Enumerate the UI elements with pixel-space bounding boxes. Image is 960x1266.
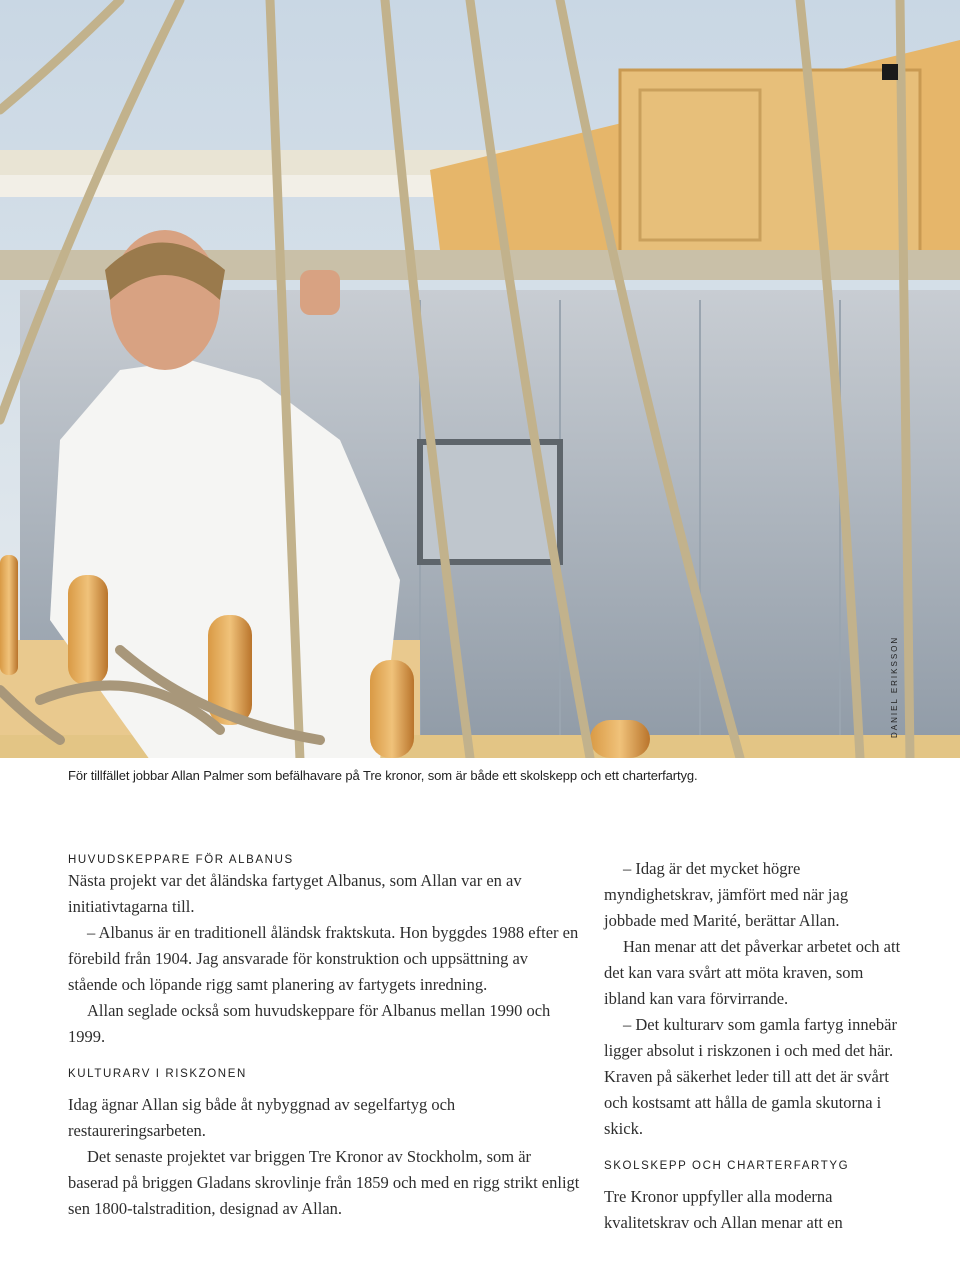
paragraph: Allan seglade också som huvudskeppare för Albanus mellan 1990 och 1999. — [68, 1001, 551, 1046]
corner-square-icon — [882, 64, 898, 80]
paragraph: Tre Kronor uppfyller alla moderna kvalitetskrav och Allan menar att en — [604, 1187, 843, 1232]
paragraph: – Idag är det mycket högre myndighetskrav, jämfört med när jag jobbade med Marité, berättar Allan. — [604, 859, 849, 930]
section-heading: KULTURARV I RISKZONEN — [68, 1068, 247, 1080]
paragraph: – Det kulturarv som gamla fartyg innebär ligger absolut i riskzonen i och med det här. Kraven på säkerhet leder till att det är svårt och kostsamt att hålla de gamla skutorna i skick. — [604, 1015, 897, 1138]
right-column — [604, 856, 904, 1236]
paragraph: – Albanus är en traditionell åländsk fraktskuta. Hon byggdes 1988 efter en förebild från 1904. Jag ansvarade för konstruktion och uppsättning av stående och löpande rigg samt planering av fartygets inredning. — [68, 923, 579, 994]
photo-credit: DANIEL ERIKSSON — [890, 635, 899, 738]
photo-caption: För tillfället jobbar Allan Palmer som befälhavare på Tre kronor, som är både ett skolskepp och ett charterfartyg. — [68, 768, 698, 783]
paragraph: Han menar att det påverkar arbetet och att det kan vara svårt att möta kraven, som ibland kan vara förvirrande. — [604, 937, 901, 1008]
left-column — [68, 852, 580, 1222]
paragraph: Nästa projekt var det åländska fartyget Albanus, som Allan var en av initiativtagarna till. — [68, 871, 522, 916]
section-heading: HUVUDSKEPPARE FÖR ALBANUS — [68, 854, 294, 866]
section-heading: SKOLSKEPP OCH CHARTERFARTYG — [604, 1160, 850, 1172]
paragraph: Idag ägnar Allan sig både åt nybyggnad av segelfartyg och restaureringsarbeten. — [68, 1095, 456, 1140]
paragraph: Det senaste projektet var briggen Tre Kronor av Stockholm, som är baserad på briggen Gladans skrovlinje från 1859 och med en rigg strikt enligt sen 1800-talstradition, designad av Allan. — [68, 1147, 580, 1218]
